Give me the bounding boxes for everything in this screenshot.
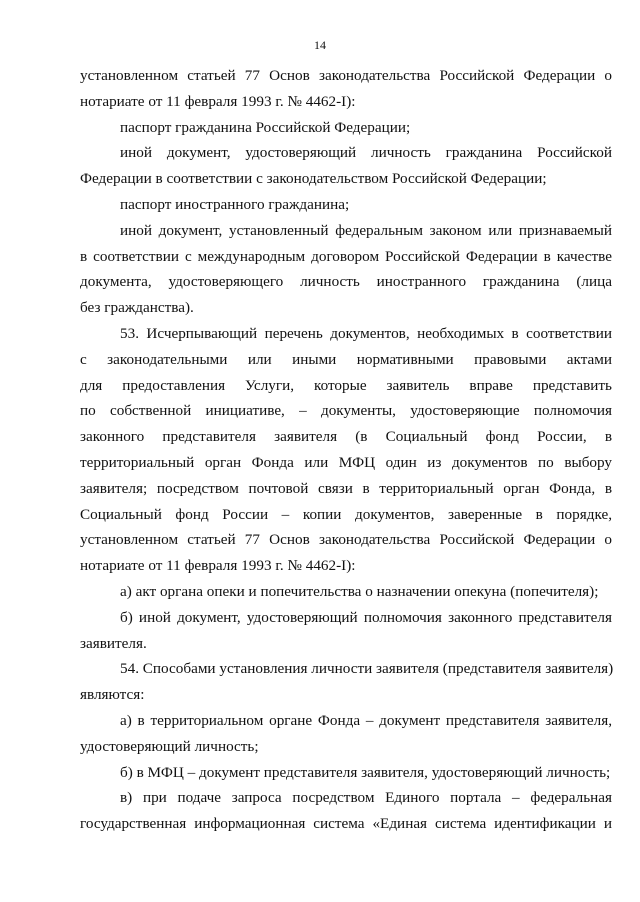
text-line: установленном статьей 77 Основ законодательства Российской Федерации о bbox=[80, 67, 612, 84]
text-line: а) акт органа опеки и попечительства о назначении опекуна (попечителя); bbox=[120, 582, 599, 600]
paragraph bbox=[80, 605, 612, 657]
paragraph bbox=[80, 760, 612, 786]
text-line: а) в территориальном органе Фонда – документ представителя заявителя, bbox=[120, 711, 612, 729]
text-line: 54. Способами установления личности заявителя (представителя заявителя) bbox=[120, 660, 614, 678]
paragraph bbox=[80, 115, 612, 141]
paragraph bbox=[80, 321, 612, 579]
text-line: в соответствии с международным договором Российской Федерации в качестве bbox=[80, 247, 612, 265]
text-line: законного представителя заявителя (в Социальный фонд России, в bbox=[80, 428, 612, 446]
text-line: являются: bbox=[80, 686, 145, 704]
paragraph bbox=[80, 579, 612, 605]
text-line: Социальный фонд России – копии документов, заверенные в порядке, bbox=[80, 505, 612, 523]
text-line: б) в МФЦ – документ представителя заявителя, удостоверяющий личность; bbox=[120, 763, 611, 781]
paragraph bbox=[80, 140, 612, 192]
text-line: нотариате от 11 февраля 1993 г. № 4462-I): bbox=[80, 557, 356, 575]
paragraph bbox=[80, 785, 612, 837]
paragraph bbox=[80, 656, 612, 708]
text-line: иной документ, установленный федеральным законом или признаваемый bbox=[120, 221, 612, 239]
text-line: по собственной инициативе, – документы, удостоверяющие полномочия bbox=[80, 402, 612, 420]
text-line: Федерации в соответствии с законодательством Российской Федерации; bbox=[80, 170, 547, 188]
paragraph bbox=[80, 63, 612, 115]
paragraph bbox=[80, 708, 612, 760]
paragraph bbox=[80, 218, 612, 321]
text-line: паспорт гражданина Российской Федерации; bbox=[120, 118, 411, 136]
text-line: с законодательными или иными нормативными правовыми актами bbox=[80, 350, 612, 368]
text-line: установленном статьей 77 Основ законодательства Российской Федерации о bbox=[80, 531, 612, 549]
text-line: б) иной документ, удостоверяющий полномочия законного представителя bbox=[120, 608, 612, 626]
paragraph bbox=[80, 192, 612, 218]
document-body bbox=[80, 63, 612, 837]
text-line: нотариате от 11 февраля 1993 г. № 4462-I): bbox=[80, 92, 356, 110]
text-line: заявителя. bbox=[80, 634, 147, 652]
text-line: в) при подаче запроса посредством Единого портала – федеральная bbox=[120, 789, 612, 807]
text-line: документа, удостоверяющего личность иностранного гражданина (лица bbox=[80, 273, 612, 291]
text-line: 53. Исчерпывающий перечень документов, необходимых в соответствии bbox=[120, 324, 612, 342]
text-line: удостоверяющий личность; bbox=[80, 737, 259, 755]
text-line: заявителя; посредством почтовой связи в территориальный орган Фонда, в bbox=[80, 479, 612, 497]
text-line: территориальный орган Фонда или МФЦ один из документов по выбору bbox=[80, 453, 612, 471]
text-line: государственная информационная система «Единая система идентификации и bbox=[80, 815, 612, 833]
text-line: для предоставления Услуги, которые заявитель вправе представить bbox=[80, 376, 612, 394]
text-line: паспорт иностранного гражданина; bbox=[120, 195, 350, 213]
page-number: 14 bbox=[314, 38, 326, 52]
text-line: иной документ, удостоверяющий личность гражданина Российской bbox=[120, 144, 612, 162]
text-line: без гражданства). bbox=[80, 299, 194, 317]
